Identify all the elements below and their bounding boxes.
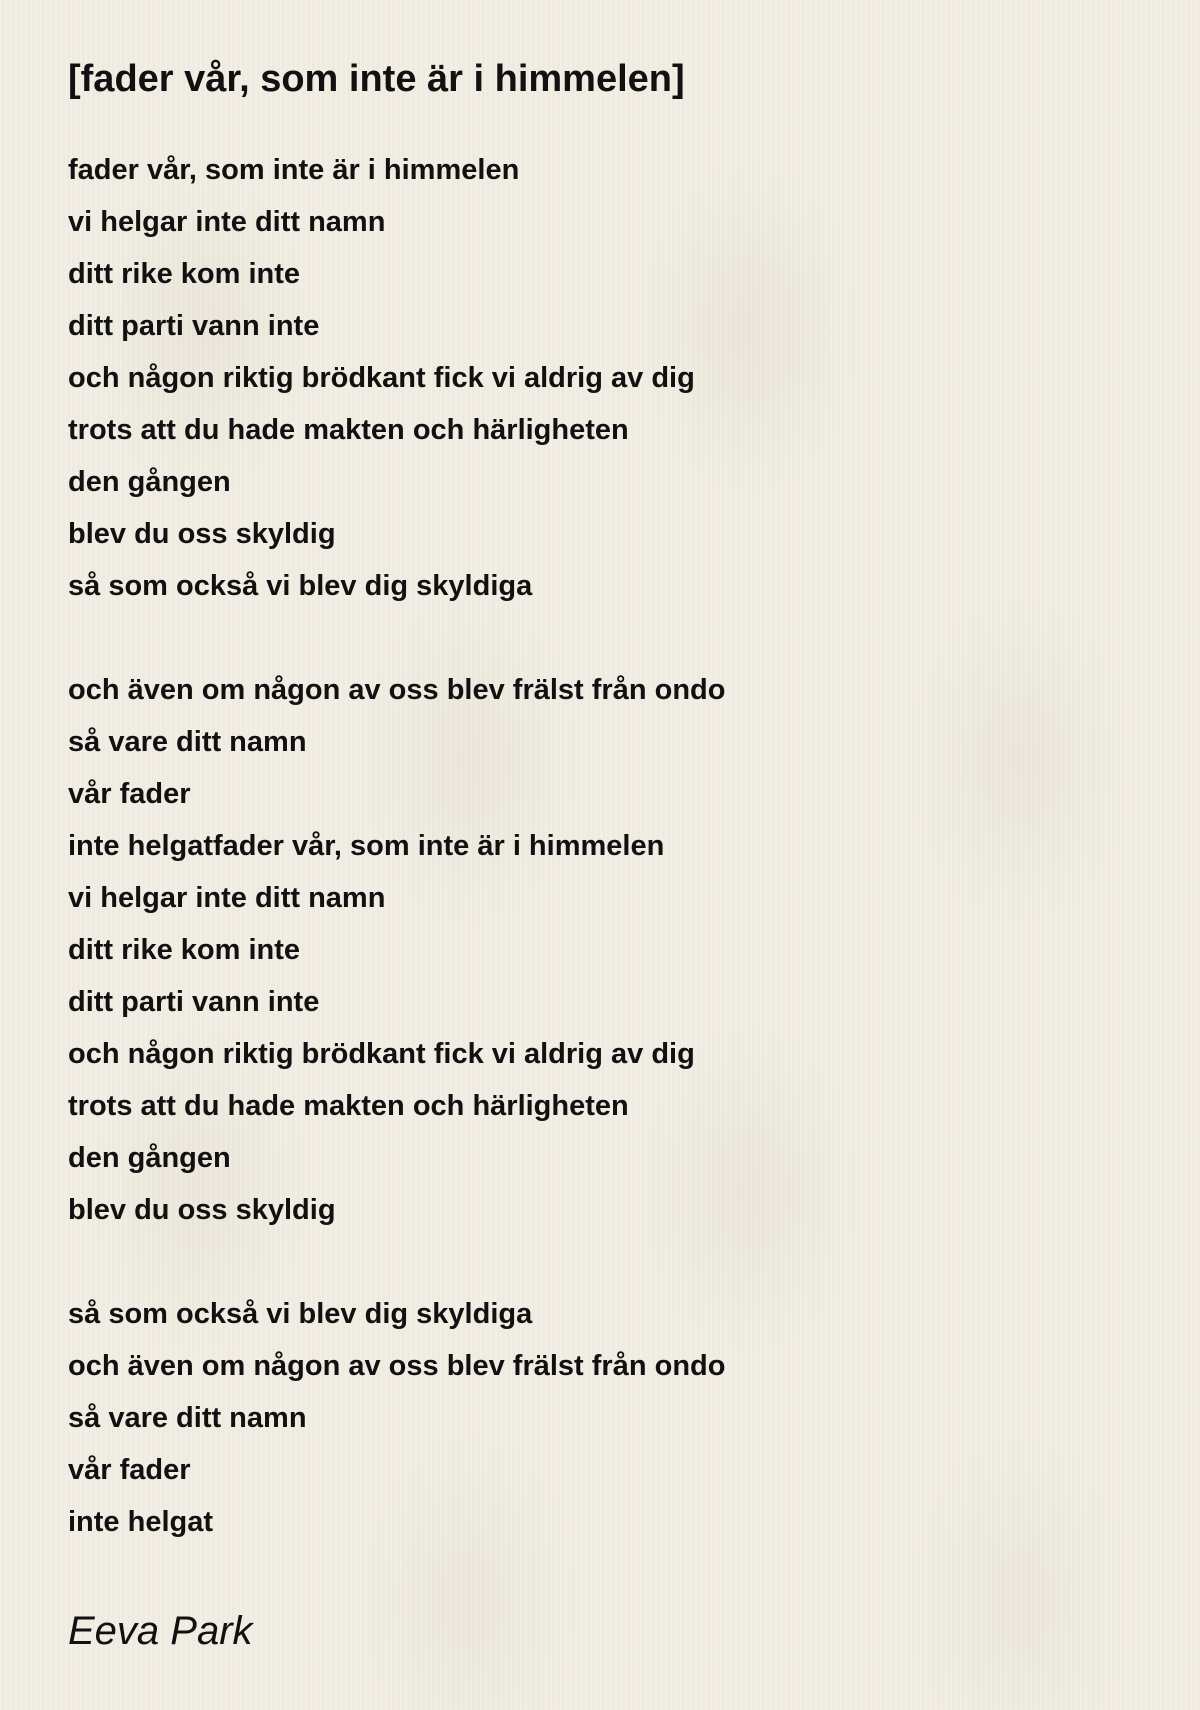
- poem-line: vår fader: [68, 1454, 191, 1486]
- poem-line: så som också vi blev dig skyldiga: [68, 570, 533, 602]
- poem-line: blev du oss skyldig: [68, 1194, 336, 1226]
- poem-line: fader vår, som inte är i himmelen: [68, 154, 520, 186]
- poem-line: ditt rike kom inte: [68, 934, 301, 966]
- poem-line: så vare ditt namn: [68, 726, 307, 758]
- poem-line: och någon riktig brödkant fick vi aldrig av dig: [68, 362, 695, 394]
- poem-line: trots att du hade makten och härligheten: [68, 414, 629, 446]
- poem-line: vi helgar inte ditt namn: [68, 882, 386, 914]
- poem-line: vi helgar inte ditt namn: [68, 206, 386, 238]
- poem-line: den gången: [68, 1142, 231, 1174]
- poem-line: så som också vi blev dig skyldiga: [68, 1298, 533, 1330]
- poem-line: ditt parti vann inte: [68, 310, 320, 342]
- poem-line: trots att du hade makten och härligheten: [68, 1090, 629, 1122]
- poem-author: Eeva Park: [68, 1609, 253, 1653]
- poem-line: inte helgat: [68, 1506, 214, 1538]
- poem-line: så vare ditt namn: [68, 1402, 307, 1434]
- poem-line: och någon riktig brödkant fick vi aldrig av dig: [68, 1038, 695, 1070]
- poem-line: blev du oss skyldig: [68, 518, 336, 550]
- poem-line: den gången: [68, 466, 231, 498]
- poem-line: och även om någon av oss blev frälst från ondo: [68, 674, 726, 706]
- poem-title: [fader vår, som inte är i himmelen]: [68, 58, 685, 100]
- stanza-2: [68, 664, 1148, 1236]
- stanza-3: [68, 1288, 1148, 1548]
- poem-body: [68, 144, 1148, 1548]
- poem-page: [68, 50, 1148, 1656]
- poem-line: ditt rike kom inte: [68, 258, 301, 290]
- poem-line: inte helgatfader vår, som inte är i himmelen: [68, 830, 665, 862]
- poem-line: ditt parti vann inte: [68, 986, 320, 1018]
- poem-line: och även om någon av oss blev frälst från ondo: [68, 1350, 726, 1382]
- stanza-1: [68, 144, 1148, 612]
- poem-line: vår fader: [68, 778, 191, 810]
